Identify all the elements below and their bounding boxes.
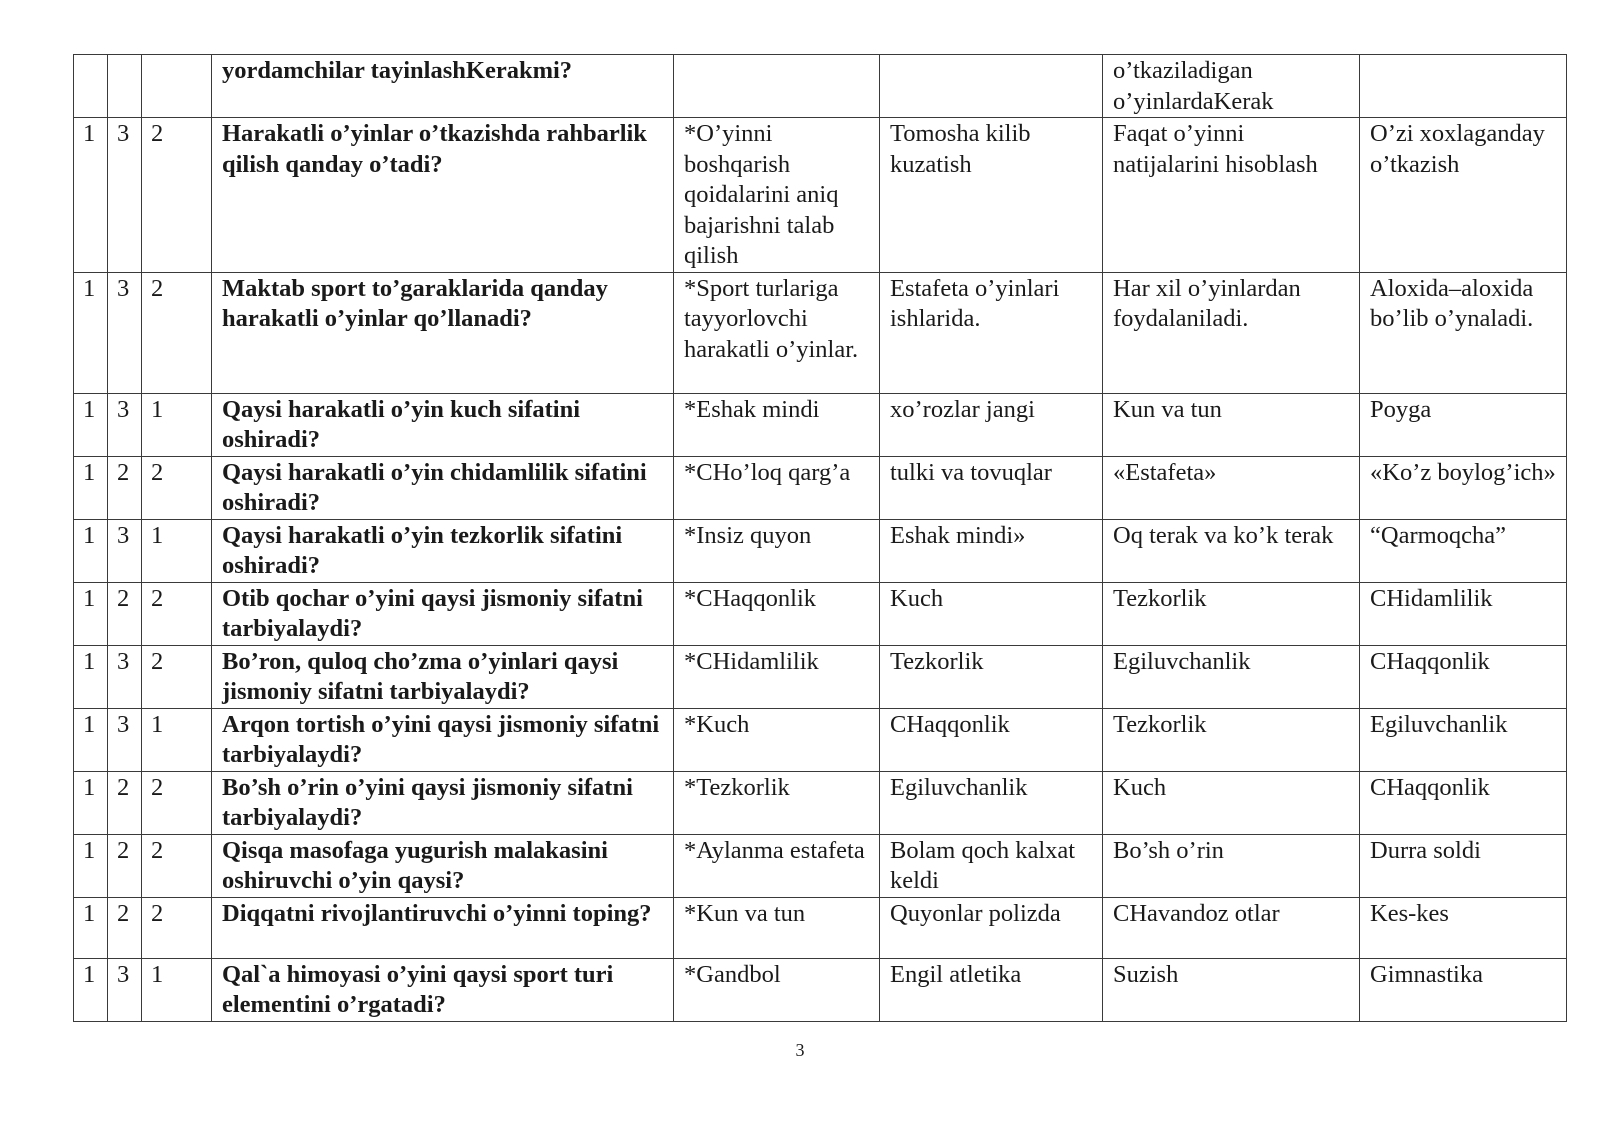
question-cell: Qaysi harakatli o’yin tezkorlik sifatini oshiradi? [212,519,674,582]
question-cell: Qal`a himoyasi o’yini qaysi sport turi elementini o’rgatadi? [212,958,674,1021]
answer-option-d-cell: Poyga [1360,393,1567,456]
difficulty-cell [108,55,142,118]
score-cell: 1 [142,708,212,771]
answer-option-b-cell: Egiluvchanlik [880,771,1103,834]
answer-option-b-cell: Tomosha kilib kuzatish [880,118,1103,273]
score-cell: 1 [142,958,212,1021]
level-cell: 1 [74,771,108,834]
answer-option-c-cell: «Estafeta» [1103,456,1360,519]
question-cell: Bo’ron, quloq cho’zma o’yinlari qaysi jismoniy sifatni tarbiyalaydi? [212,645,674,708]
difficulty-cell: 3 [108,118,142,273]
answer-option-c-cell: o’tkaziladigan o’yinlardaKerak [1103,55,1360,118]
answer-option-d-cell: “Qarmoqcha” [1360,519,1567,582]
level-cell: 1 [74,708,108,771]
table-row [74,118,1567,273]
score-cell: 2 [142,645,212,708]
correct-answer-cell: *CHaqqonlik [674,582,880,645]
question-cell: Otib qochar o’yini qaysi jismoniy sifatni tarbiyalaydi? [212,582,674,645]
answer-option-d-cell: CHaqqonlik [1360,771,1567,834]
answer-option-c-cell: CHavandoz otlar [1103,897,1360,958]
difficulty-cell: 2 [108,834,142,897]
difficulty-cell: 3 [108,645,142,708]
table-row [74,897,1567,958]
table-row [74,645,1567,708]
answer-option-c-cell: Tezkorlik [1103,582,1360,645]
table-row [74,393,1567,456]
question-cell: Diqqatni rivojlantiruvchi o’yinni toping? [212,897,674,958]
answer-option-c-cell: Kuch [1103,771,1360,834]
level-cell: 1 [74,834,108,897]
page-number: 3 [795,1040,805,1060]
table-row [74,834,1567,897]
level-cell: 1 [74,897,108,958]
level-cell: 1 [74,519,108,582]
difficulty-cell: 3 [108,519,142,582]
level-cell: 1 [74,456,108,519]
answer-option-d-cell: Aloxida–aloxida bo’lib o’ynaladi. [1360,272,1567,393]
table-row [74,771,1567,834]
answer-option-b-cell: Bolam qoch kalxat keldi [880,834,1103,897]
answer-option-d-cell [1360,55,1567,118]
score-cell: 1 [142,393,212,456]
answer-option-d-cell: «Ko’z boylog’ich» [1360,456,1567,519]
score-cell [142,55,212,118]
answer-option-c-cell: Har xil o’yinlardan foydalaniladi. [1103,272,1360,393]
difficulty-cell: 2 [108,897,142,958]
answer-option-d-cell: Kes-kes [1360,897,1567,958]
difficulty-cell: 3 [108,393,142,456]
score-cell: 2 [142,456,212,519]
table-row [74,582,1567,645]
difficulty-cell: 3 [108,708,142,771]
answer-option-b-cell: Estafeta o’yinlari ishlarida. [880,272,1103,393]
level-cell: 1 [74,645,108,708]
answer-option-b-cell: Tezkorlik [880,645,1103,708]
level-cell: 1 [74,393,108,456]
test-questions-table [73,54,1567,1022]
answer-option-c-cell: Kun va tun [1103,393,1360,456]
answer-option-d-cell: Gimnastika [1360,958,1567,1021]
answer-option-c-cell: Suzish [1103,958,1360,1021]
answer-option-c-cell: Faqat o’yinni natijalarini hisoblash [1103,118,1360,273]
correct-answer-cell: *Kun va tun [674,897,880,958]
difficulty-cell: 3 [108,272,142,393]
table-body [74,55,1567,1022]
level-cell: 1 [74,582,108,645]
question-cell: Qisqa masofaga yugurish malakasini oshiruvchi o’yin qaysi? [212,834,674,897]
level-cell: 1 [74,272,108,393]
score-cell: 2 [142,897,212,958]
answer-option-d-cell: Durra soldi [1360,834,1567,897]
difficulty-cell: 2 [108,456,142,519]
score-cell: 1 [142,519,212,582]
difficulty-cell: 2 [108,582,142,645]
score-cell: 2 [142,582,212,645]
correct-answer-cell: *CHidamlilik [674,645,880,708]
answer-option-b-cell: tulki va tovuqlar [880,456,1103,519]
correct-answer-cell: *Insiz quyon [674,519,880,582]
answer-option-b-cell [880,55,1103,118]
table-row [74,272,1567,393]
correct-answer-cell: *O’yinni boshqarish qoidalarini aniq bajarishni talab qilish [674,118,880,273]
level-cell: 1 [74,958,108,1021]
correct-answer-cell: *Tezkorlik [674,771,880,834]
answer-option-b-cell: Engil atletika [880,958,1103,1021]
correct-answer-cell: *Sport turlariga tayyorlovchi harakatli o’yinlar. [674,272,880,393]
answer-option-b-cell: Eshak mindi» [880,519,1103,582]
answer-option-d-cell: Egiluvchanlik [1360,708,1567,771]
score-cell: 2 [142,834,212,897]
correct-answer-cell: *Eshak mindi [674,393,880,456]
answer-option-d-cell: O’zi xoxlaganday o’tkazish [1360,118,1567,273]
difficulty-cell: 3 [108,958,142,1021]
answer-option-d-cell: CHidamlilik [1360,582,1567,645]
question-cell: Qaysi harakatli o’yin kuch sifatini oshiradi? [212,393,674,456]
table-row [74,708,1567,771]
answer-option-d-cell: CHaqqonlik [1360,645,1567,708]
table-row [74,456,1567,519]
table-row [74,958,1567,1021]
table-row [74,519,1567,582]
table-row [74,55,1567,118]
correct-answer-cell: *Gandbol [674,958,880,1021]
answer-option-b-cell: xo’rozlar jangi [880,393,1103,456]
question-cell: Harakatli o’yinlar o’tkazishda rahbarlik qilish qanday o’tadi? [212,118,674,273]
question-cell: Qaysi harakatli o’yin chidamlilik sifatini oshiradi? [212,456,674,519]
level-cell: 1 [74,118,108,273]
correct-answer-cell: *Kuch [674,708,880,771]
answer-option-b-cell: Quyonlar polizda [880,897,1103,958]
score-cell: 2 [142,272,212,393]
answer-option-c-cell: Tezkorlik [1103,708,1360,771]
answer-option-c-cell: Oq terak va ko’k terak [1103,519,1360,582]
correct-answer-cell [674,55,880,118]
answer-option-b-cell: Kuch [880,582,1103,645]
difficulty-cell: 2 [108,771,142,834]
correct-answer-cell: *CHo’loq qarg’a [674,456,880,519]
question-cell: Maktab sport to’garaklarida qanday harakatli o’yinlar qo’llanadi? [212,272,674,393]
answer-option-b-cell: CHaqqonlik [880,708,1103,771]
question-cell: Arqon tortish o’yini qaysi jismoniy sifatni tarbiyalaydi? [212,708,674,771]
score-cell: 2 [142,771,212,834]
question-cell: Bo’sh o’rin o’yini qaysi jismoniy sifatni tarbiyalaydi? [212,771,674,834]
question-cell: yordamchilar tayinlashKerakmi? [212,55,674,118]
answer-option-c-cell: Bo’sh o’rin [1103,834,1360,897]
answer-option-c-cell: Egiluvchanlik [1103,645,1360,708]
level-cell [74,55,108,118]
correct-answer-cell: *Aylanma estafeta [674,834,880,897]
score-cell: 2 [142,118,212,273]
